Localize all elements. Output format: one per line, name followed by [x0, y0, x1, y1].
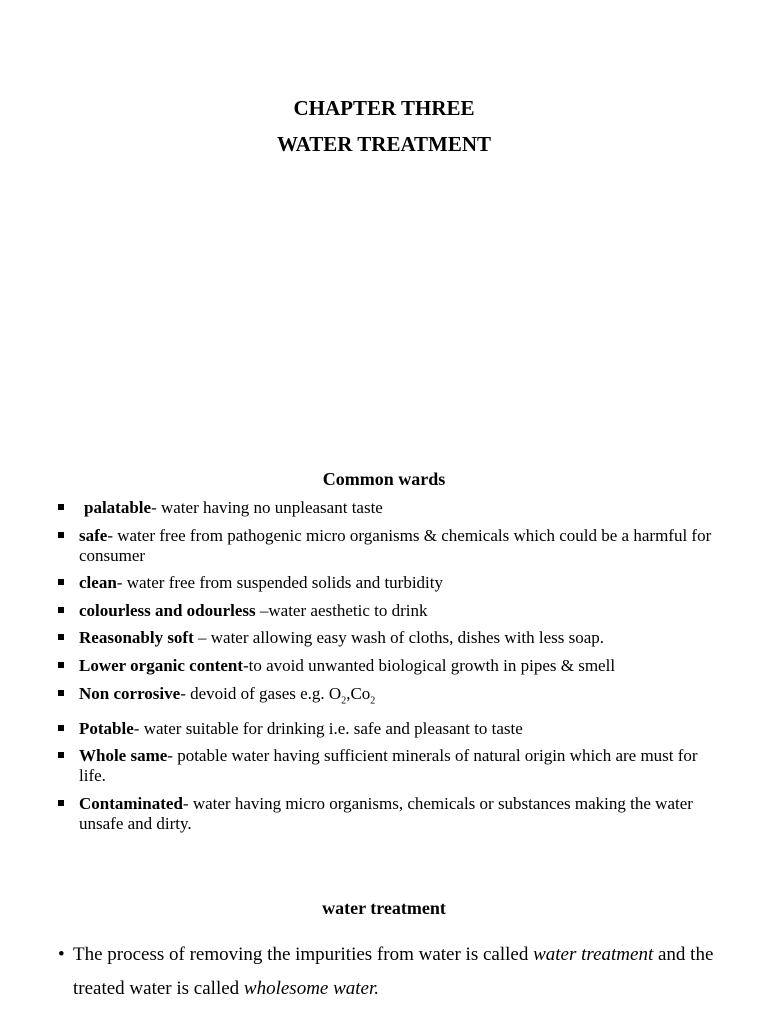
term: safe [79, 525, 108, 545]
definition: – water allowing easy wash of cloths, dishes with less soap. [193, 628, 605, 648]
square-bullet-icon [58, 725, 64, 731]
term: Non corrosive [79, 683, 181, 703]
round-bullet-icon: • [58, 944, 65, 965]
definition: - water suitable for drinking i.e. safe and pleasant to taste [133, 718, 523, 738]
square-bullet-icon [58, 532, 64, 538]
list-item [58, 601, 718, 621]
square-bullet-icon [58, 690, 64, 696]
term: colourless and odourless [79, 600, 256, 620]
list-item [58, 656, 718, 676]
square-bullet-icon [58, 752, 64, 758]
list-item [58, 794, 718, 834]
chapter-title: CHAPTER THREE [293, 96, 475, 120]
term: Contaminated [79, 793, 183, 813]
list-item [58, 526, 718, 566]
list-item [58, 573, 718, 593]
paragraph-text: and the treated water is called [73, 944, 714, 999]
common-words-heading: Common wards [322, 469, 446, 489]
definition: - potable water having sufficient minerals of natural origin which are must for life. [79, 746, 698, 786]
water-treatment-paragraph [58, 938, 753, 1006]
emphasis-term: wholesome water. [243, 978, 380, 999]
square-bullet-icon [58, 607, 64, 613]
subscript: 2 [370, 694, 376, 706]
square-bullet-icon [58, 800, 64, 806]
common-words-list [58, 498, 718, 841]
list-item [58, 498, 718, 518]
list-item [58, 628, 718, 648]
definition: -to avoid unwanted biological growth in pipes & smell [243, 655, 616, 675]
definition: - water having micro organisms, chemicals or substances making the water unsafe and dirty. [79, 793, 693, 833]
subscript: 2 [341, 694, 347, 706]
square-bullet-icon [58, 504, 64, 510]
definition: - water free from pathogenic micro organisms & chemicals which could be a harmful for consumer [79, 525, 712, 565]
chapter-subtitle: WATER TREATMENT [276, 132, 492, 156]
term: Potable [79, 718, 134, 738]
list-item [58, 719, 718, 739]
paragraph-text: The process of removing the impurities from water is called [73, 944, 534, 965]
term: palatable [84, 498, 152, 517]
definition: - water having no unpleasant taste [151, 498, 383, 517]
term: Lower organic content [79, 655, 243, 675]
list-item [58, 684, 718, 711]
square-bullet-icon [58, 634, 64, 640]
list-item [58, 746, 718, 786]
definition: –water aesthetic to drink [255, 600, 428, 620]
square-bullet-icon [58, 662, 64, 668]
term: Reasonably soft [79, 628, 194, 648]
square-bullet-icon [58, 579, 64, 585]
term: Whole same [79, 746, 168, 766]
definition: - devoid of gases e.g. O [180, 683, 342, 703]
definition-continued: ,Co [346, 683, 371, 703]
emphasis-term: water treatment [533, 944, 654, 965]
definition: - water free from suspended solids and turbidity [116, 573, 444, 593]
water-treatment-heading: water treatment [322, 898, 446, 918]
term: clean [79, 573, 117, 593]
